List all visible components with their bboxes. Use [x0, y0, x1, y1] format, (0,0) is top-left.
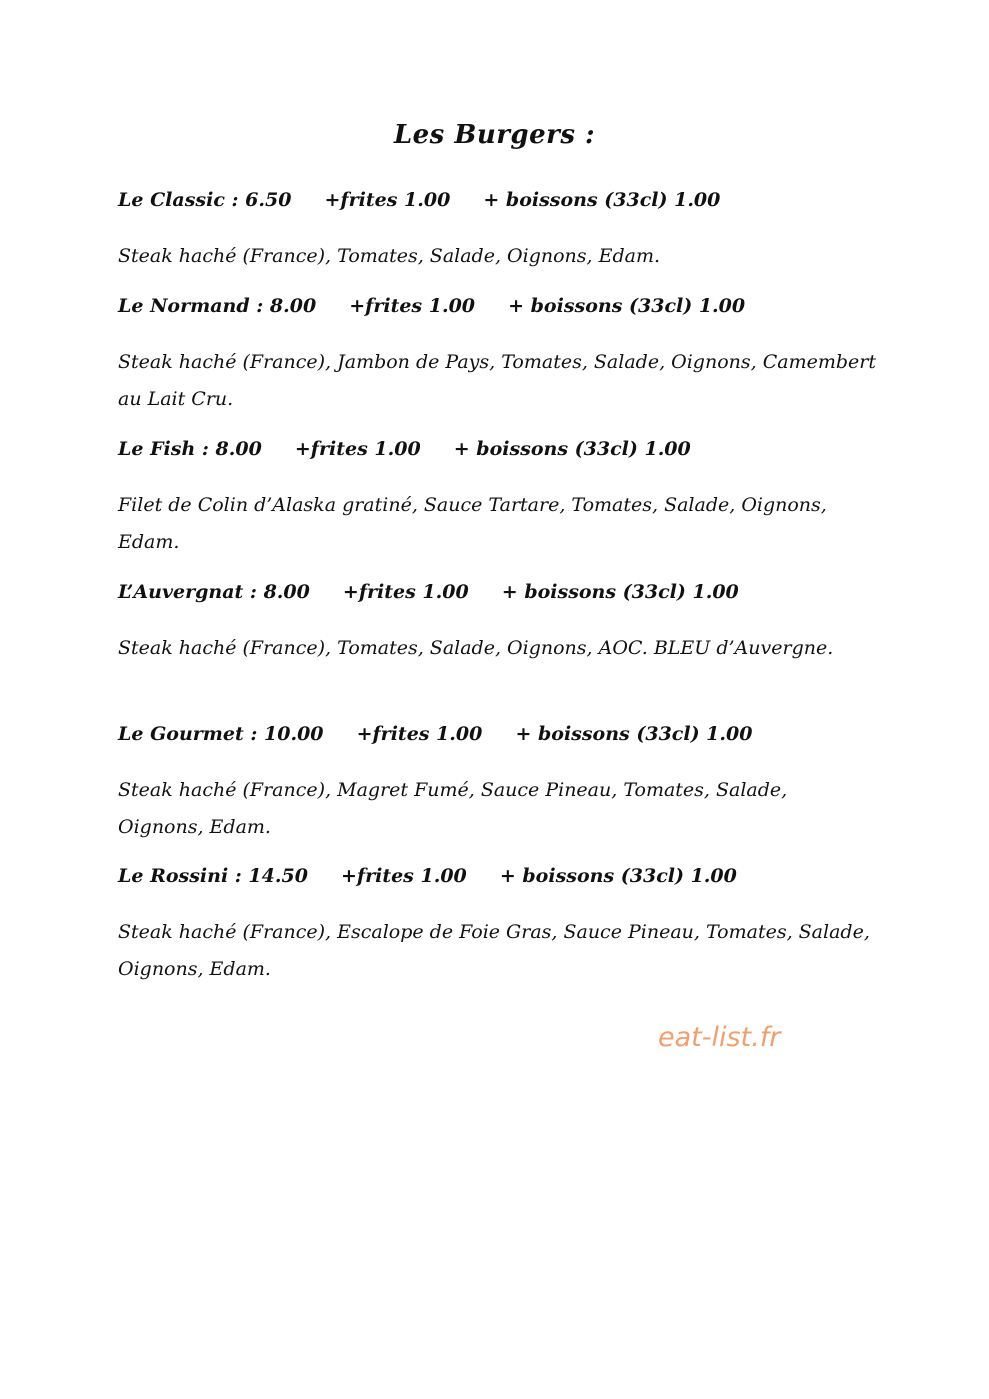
burger-name: Le Normand	[118, 295, 250, 317]
burger-description: Steak haché (France), Jambon de Pays, Tomates, Salade, Oignons, Camembert au Lait Cru.	[118, 351, 876, 410]
burger-description: Steak haché (France), Tomates, Salade, Oignons, Edam.	[118, 245, 661, 267]
burger-heading: L’Auvergnat : 8.00 +frites 1.00 + boissons (33cl) 1.00	[118, 581, 739, 603]
burger-item-gourmet	[118, 720, 878, 846]
burger-price: 8.00	[269, 295, 317, 317]
burger-item-auvergnat	[118, 578, 878, 667]
burger-item-rossini	[118, 862, 878, 988]
frites-option: +frites 1.00	[294, 438, 421, 460]
burger-name: L’Auvergnat	[118, 581, 244, 603]
burger-heading: Le Gourmet : 10.00 +frites 1.00 + boissons (33cl) 1.00	[118, 723, 753, 745]
burger-price: 10.00	[264, 723, 324, 745]
burger-price: 8.00	[263, 581, 310, 603]
burger-description: Steak haché (France), Escalope de Foie Gras, Sauce Pineau, Tomates, Salade, Oignons, Edam.	[118, 921, 870, 980]
burger-heading: Le Classic : 6.50 +frites 1.00 + boissons (33cl) 1.00	[118, 189, 721, 211]
frites-option: +frites 1.00	[342, 581, 469, 603]
boissons-option: + boissons (33cl) 1.00	[499, 865, 737, 887]
frites-option: +frites 1.00	[324, 189, 451, 211]
burger-name: Le Classic	[118, 189, 225, 211]
burger-heading: Le Normand : 8.00 +frites 1.00 + boissons (33cl) 1.00	[118, 295, 746, 317]
burger-heading: Le Rossini : 14.50 +frites 1.00 + boissons (33cl) 1.00	[118, 865, 737, 887]
boissons-option: + boissons (33cl) 1.00	[501, 581, 739, 603]
burger-item-classic	[118, 186, 878, 275]
burger-description: Steak haché (France), Tomates, Salade, Oignons, AOC. BLEU d’Auvergne.	[118, 637, 834, 659]
frites-option: +frites 1.00	[341, 865, 467, 887]
burger-item-normand	[118, 292, 878, 418]
burger-item-fish	[118, 435, 878, 561]
burger-description: Steak haché (France), Magret Fumé, Sauce Pineau, Tomates, Salade, Oignons, Edam.	[118, 779, 788, 838]
boissons-option: + boissons (33cl) 1.00	[483, 189, 721, 211]
burger-price: 6.50	[245, 189, 292, 211]
boissons-option: + boissons (33cl) 1.00	[508, 295, 746, 317]
frites-option: +frites 1.00	[356, 723, 483, 745]
burger-name: Le Gourmet	[118, 723, 244, 745]
burger-heading: Le Fish : 8.00 +frites 1.00 + boissons (33cl) 1.00	[118, 438, 691, 460]
boissons-option: + boissons (33cl) 1.00	[515, 723, 753, 745]
burger-name: Le Rossini	[118, 865, 229, 887]
frites-option: +frites 1.00	[349, 295, 476, 317]
boissons-option: + boissons (33cl) 1.00	[453, 438, 691, 460]
burger-price: 8.00	[215, 438, 262, 460]
watermark-text: eat-list.fr	[658, 1022, 781, 1053]
burger-name: Le Fish	[118, 438, 196, 460]
page-title: Les Burgers :	[393, 120, 596, 150]
burger-description: Filet de Colin d’Alaska gratiné, Sauce Tartare, Tomates, Salade, Oignons, Edam.	[118, 494, 827, 553]
burger-price: 14.50	[248, 865, 308, 887]
